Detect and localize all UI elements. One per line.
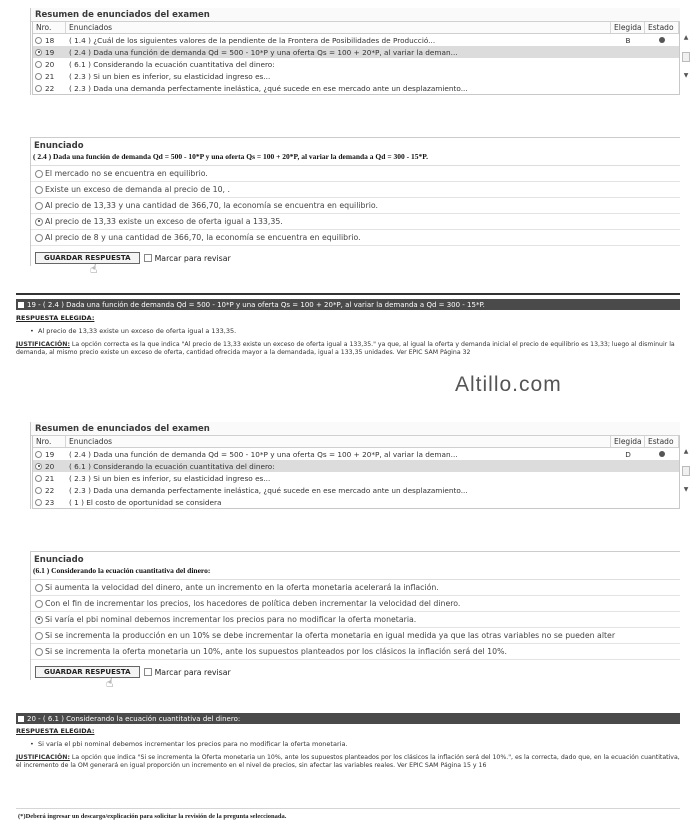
header-elegida: Elegida (611, 22, 645, 33)
row-nro: 21 (45, 71, 55, 81)
chosen-answer-label: RESPUESTA ELEGIDA: (16, 727, 95, 735)
hand-cursor-icon: ☝ (106, 676, 114, 690)
row-radio[interactable] (35, 463, 42, 470)
row-text: ( 2.4 ) Dada una función de demanda Qd = 500 - 10*P y una oferta Qs = 100 + 20*P, al variar la deman... (69, 449, 458, 459)
row-radio[interactable] (35, 451, 42, 458)
exam-summary-panel-2 (30, 422, 689, 509)
scroll-thumb[interactable] (682, 466, 690, 476)
review-label: Marcar para revisar (154, 667, 231, 677)
chosen-answer: • Al precio de 13,33 existe un exceso de oferta igual a 133,35. (30, 327, 237, 335)
row-text: ( 1 ) El costo de oportunidad se considera (69, 497, 222, 507)
summary-table (32, 436, 689, 509)
scroll-thumb[interactable] (682, 52, 690, 62)
row-nro: 21 (45, 473, 55, 483)
row-radio[interactable] (35, 475, 42, 482)
row-nro: 22 (45, 83, 55, 93)
row-nro: 19 (45, 449, 55, 459)
row-radio[interactable] (35, 37, 42, 44)
row-elegida: D (625, 449, 631, 459)
table-row[interactable] (33, 472, 679, 484)
header-enunciados: Enunciados (66, 22, 611, 33)
row-nro: 18 (45, 35, 55, 45)
table-row[interactable] (33, 448, 679, 460)
actions-row (31, 664, 680, 680)
question-square-icon (18, 716, 24, 722)
row-text: ( 2.3 ) Dada una demanda perfectamente inelástica, ¿qué sucede en ese mercado ante un desplazamiento... (69, 485, 468, 495)
answer-option[interactable] (31, 580, 680, 596)
table-row[interactable] (33, 58, 679, 70)
row-text: ( 1.4 ) ¿Cuál de los siguientes valores de la pendiente de la Frontera de Posibilidades de Producció... (69, 35, 436, 45)
hand-cursor-icon: ☝ (90, 262, 98, 276)
row-radio[interactable] (35, 487, 42, 494)
option-label: Si se incrementa la oferta monetaria un 10%, ante los supuestos planteados por los clásicos la inflación será del 10%. (45, 647, 507, 656)
answer-option[interactable] (31, 230, 680, 246)
row-text: ( 6.1 ) Considerando la ecuación cuantitativa del dinero: (69, 59, 275, 69)
option-label: Si se incrementa la producción en un 10% se debe incrementar la oferta monetaria en igual medida ya que las otras variables no se pueden alter (45, 631, 616, 640)
save-answer-button[interactable]: GUARDAR RESPUESTA (35, 666, 140, 678)
save-answer-button[interactable]: GUARDAR RESPUESTA (35, 252, 140, 264)
header-estado: Estado (645, 436, 679, 447)
answer-option[interactable] (31, 644, 680, 660)
panel-title: Resumen de enunciados del examen (31, 422, 680, 436)
row-text: ( 2.3 ) Si un bien es inferior, su elasticidad ingreso es... (69, 473, 271, 483)
table-row[interactable] (33, 82, 679, 94)
option-label: Si aumenta la velocidad del dinero, ante un incremento en la oferta monetaria acelerará la inflación. (45, 583, 439, 592)
justification-label: JUSTIFICACIÓN: (16, 341, 70, 348)
header-nro: Nro. (33, 22, 66, 33)
divider (16, 293, 680, 295)
row-radio[interactable] (35, 85, 42, 92)
option-label: El mercado no se encuentra en equilibrio. (45, 169, 208, 178)
option-label: Con el fin de incrementar los precios, los hacedores de política deben incrementar la velocidad del dinero. (45, 599, 461, 608)
row-nro: 19 (45, 47, 55, 57)
row-nro: 20 (45, 59, 55, 69)
answer-option[interactable] (31, 182, 680, 198)
result-question-bar (16, 299, 680, 310)
statement-title: Enunciado (34, 141, 84, 151)
option-radio[interactable] (35, 648, 43, 656)
result-question-text: 19 - ( 2.4 ) Dada una función de demanda Qd = 500 - 10*P y una oferta Qs = 100 + 20*P, al variar la demanda a Qd = 300 - 15*P. (27, 300, 485, 309)
answer-option[interactable] (31, 612, 680, 628)
table-scrollbar[interactable] (681, 34, 691, 100)
table-header (33, 436, 679, 448)
table-scrollbar[interactable] (681, 448, 691, 514)
exam-summary-panel-1 (30, 8, 689, 95)
row-nro: 20 (45, 461, 55, 471)
review-checkbox[interactable] (144, 254, 152, 262)
row-radio[interactable] (35, 73, 42, 80)
question-statement-panel-2 (30, 551, 680, 680)
table-row[interactable] (33, 46, 679, 58)
result-question-text: 20 - ( 6.1 ) Considerando la ecuación cuantitativa del dinero: (27, 714, 241, 723)
table-header (33, 22, 679, 34)
justification-text: La opción que indica "Si se incrementa la Oferta monetaria un 10%, ante los supuestos planteados por los clásicos la inflación será del 10%.", es la correcta, dado que, en la ecuación cuantitativa, el incremento de la OM generará en igual proporción un incremento en el nivel de precios, sin afectar las variables reales. Ver EPIC SAM Página 15 y 16 (16, 754, 680, 769)
review-label: Marcar para revisar (154, 253, 231, 263)
question-square-icon (18, 302, 24, 308)
scroll-up-icon[interactable]: ▲ (683, 34, 689, 41)
row-radio[interactable] (35, 499, 42, 506)
option-label: Si varía el pbi nominal debemos incrementar los precios para no modificar la oferta monetaria. (45, 615, 417, 624)
answer-option[interactable] (31, 198, 680, 214)
answered-status-icon (659, 451, 665, 457)
option-label: Al precio de 8 y una cantidad de 366,70, la economía se encuentra en equilibrio. (45, 233, 361, 242)
option-radio[interactable] (35, 186, 43, 194)
answer-option[interactable] (31, 166, 680, 182)
divider (16, 808, 680, 809)
table-row[interactable] (33, 70, 679, 82)
row-text: ( 2.4 ) Dada una función de demanda Qd = 500 - 10*P y una oferta Qs = 100 + 20*P, al variar la deman... (69, 47, 458, 57)
row-text: ( 2.3 ) Dada una demanda perfectamente inelástica, ¿qué sucede en ese mercado ante un desplazamiento... (69, 83, 468, 93)
option-radio[interactable] (35, 632, 43, 640)
table-row[interactable] (33, 34, 679, 46)
scroll-down-icon[interactable]: ▼ (683, 486, 689, 493)
answer-option[interactable] (31, 628, 680, 644)
answered-status-icon (659, 37, 665, 43)
chosen-answer-text: Al precio de 13,33 existe un exceso de oferta igual a 133,35. (37, 327, 237, 335)
statement-title: Enunciado (34, 555, 84, 565)
option-radio[interactable] (35, 584, 43, 592)
header-enunciados: Enunciados (66, 436, 611, 447)
option-radio[interactable] (35, 600, 43, 608)
row-nro: 23 (45, 497, 55, 507)
summary-table (32, 22, 689, 95)
header-elegida: Elegida (611, 436, 645, 447)
header-nro: Nro. (33, 436, 66, 447)
option-label: Al precio de 13,33 y una cantidad de 366,70, la economía se encuentra en equilibrio. (45, 201, 378, 210)
justification-label: JUSTIFICACIÓN: (16, 754, 70, 761)
row-text: ( 2.3 ) Si un bien es inferior, su elasticidad ingreso es... (69, 71, 271, 81)
option-radio-checked[interactable] (35, 616, 43, 624)
table-row[interactable] (33, 460, 679, 472)
table-row[interactable] (33, 484, 679, 496)
statement-text: ( 2.4 ) Dada una función de demanda Qd = 500 - 10*P y una oferta Qs = 100 + 20*P, al variar la demanda a Qd = 300 - 15*P. (31, 152, 680, 166)
row-radio[interactable] (35, 49, 42, 56)
answer-option[interactable] (31, 596, 680, 612)
header-estado: Estado (645, 22, 679, 33)
justification (16, 341, 680, 357)
option-radio[interactable] (35, 170, 43, 178)
watermark: Altillo.com (455, 373, 562, 396)
row-text: ( 6.1 ) Considerando la ecuación cuantitativa del dinero: (69, 461, 275, 471)
chosen-answer: • Si varía el pbi nominal debemos incrementar los precios para no modificar la oferta monetaria. (30, 740, 348, 748)
scroll-down-icon[interactable]: ▼ (683, 72, 689, 79)
row-radio[interactable] (35, 61, 42, 68)
row-nro: 22 (45, 485, 55, 495)
option-radio[interactable] (35, 202, 43, 210)
result-block-1 (16, 314, 680, 357)
option-radio-checked[interactable] (35, 218, 43, 226)
option-radio[interactable] (35, 234, 43, 242)
justification-text: La opción correcta es la que indica "Al precio de 13,33 existe un exceso de oferta igual a 133,35." ya que, al igual la oferta y demanda inicial el precio de equilibrio es 13,33; luego al disminuir la demanda, al mismo precio existe un exceso de oferta, cantidad ofrecida mayor a la demandada, igual a 133,35 unidades. Ver EPIC SAM Página 32 (16, 341, 675, 356)
chosen-answer-label: RESPUESTA ELEGIDA: (16, 314, 95, 322)
scroll-up-icon[interactable]: ▲ (683, 448, 689, 455)
table-row[interactable] (33, 496, 679, 508)
result-block-2 (16, 727, 680, 770)
justification (16, 754, 680, 770)
question-statement-panel-1 (30, 137, 680, 266)
review-checkbox[interactable] (144, 668, 152, 676)
footer-note: (*)Deberá ingresar un descargo/explicación para solicitar la revisión de la pregunta seleccionada. (18, 813, 287, 820)
actions-row (31, 250, 680, 266)
option-label: Al precio de 13,33 existe un exceso de oferta igual a 133,35. (45, 217, 283, 226)
statement-text: (6.1 ) Considerando la ecuación cuantitativa del dinero: (31, 566, 680, 580)
result-question-bar (16, 713, 680, 724)
panel-title: Resumen de enunciados del examen (31, 8, 680, 22)
answer-option[interactable] (31, 214, 680, 230)
option-label: Existe un exceso de demanda al precio de 10, . (45, 185, 230, 194)
chosen-answer-text: Si varía el pbi nominal debemos incrementar los precios para no modificar la oferta monetaria. (37, 740, 348, 748)
row-elegida: B (625, 35, 631, 45)
